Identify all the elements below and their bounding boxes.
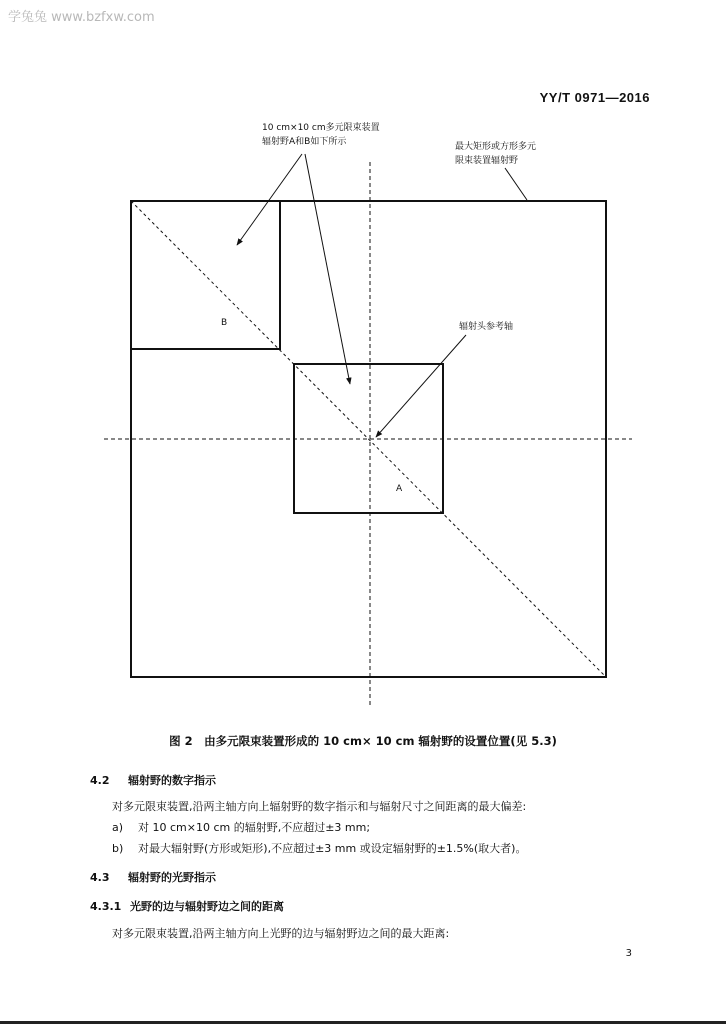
list-item [112,819,370,835]
fields-label-line2: 辐射野A和B如下所示 [262,137,347,147]
section-title: 光野的边与辐射野边之间的距离 [130,900,284,913]
leader-arrow-a [305,154,350,384]
standard-code: YY/T 0971—2016 [539,90,650,105]
section-number: 4.3 [90,871,110,884]
section-4-3-1-intro: 对多元限束装置,沿两主轴方向上光野的边与辐射野边之间的最大距离: [112,927,450,940]
max-field-label-line1: 最大矩形或方形多元 [455,142,537,152]
leader-reference-axis [376,335,466,437]
section-4-3-heading [90,869,216,885]
fields-label-line1: 10 cm×10 cm多元限束装置 [262,123,380,133]
section-4-3-1-heading [90,898,284,914]
fields-label [262,121,380,149]
watermark: 学兔兔 www.bzfxw.com [8,10,155,25]
leader-arrow-b [237,154,302,245]
page-number: 3 [625,948,632,959]
list-marker: b) [112,842,124,855]
max-field-label [455,140,536,168]
max-field-label-line2: 限束装置辐射野 [455,156,519,166]
list-marker: a) [112,821,124,834]
section-title: 辐射野的光野指示 [128,871,216,884]
section-number: 4.3.1 [90,900,122,913]
section-4-2-intro: 对多元限束装置,沿两主轴方向上辐射野的数字指示和与辐射尺寸之间距离的最大偏差: [112,800,527,813]
leader-max-field [505,168,527,200]
figure-caption: 图 2 由多元限束装置形成的 10 cm× 10 cm 辐射野的设置位置(见 5.3) [169,734,557,748]
section-number: 4.2 [90,774,110,787]
field-a-letter: A [396,484,403,494]
section-4-2-heading [90,772,216,788]
reference-axis-label: 辐射头参考轴 [459,322,514,332]
list-text: 对最大辐射野(方形或矩形),不应超过±3 mm 或设定辐射野的±1.5%(取大者)。 [138,842,527,855]
section-title: 辐射野的数字指示 [128,774,216,787]
field-b-letter: B [221,318,228,328]
list-item [112,840,526,856]
list-text: 对 10 cm×10 cm 的辐射野,不应超过±3 mm; [138,821,371,834]
